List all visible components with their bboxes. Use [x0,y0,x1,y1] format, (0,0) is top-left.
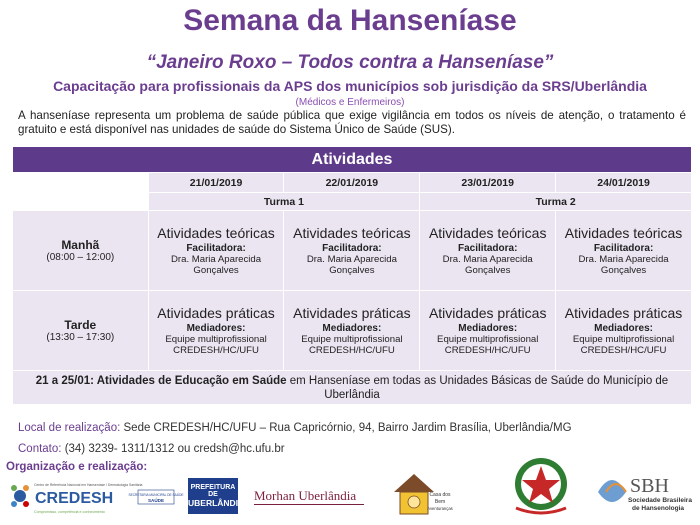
date-cell: 23/01/2019 [420,173,556,193]
activity-role: Facilitadora: [186,243,246,254]
schedule-footer [13,371,692,405]
campaign-subtitle: “Janeiro Roxo – Todos contra a Hanseníase” [146,52,554,73]
intro-paragraph: A hanseníase representa um problema de saúde pública que exige vigilância em todos os níveis de atenção, o tratamento é gratuito e está disponível nas unidades de saúde do Sistema Único de Saúde (SUS). [18,109,686,136]
corner-cell [13,173,149,193]
date-cell: 24/01/2019 [556,173,692,193]
svg-text:SAÚDE: SAÚDE [147,498,165,503]
contact-value: (34) 3239- 1311/1312 ou credsh@hc.ufu.br [64,443,285,455]
group-cell: Turma 1 [148,193,420,211]
activity-cell [284,291,420,371]
credesh-tag-text: Compromisso, competência e conhecimento [34,510,105,514]
activity-cell [556,291,692,371]
credesh-sub-text: Centro de Referência Nacional em Hanseníase / Dermatologia Sanitária [34,483,143,487]
activity-role: Facilitadora: [322,243,382,254]
period-morning [13,211,149,291]
activity-cell [420,211,556,291]
credesh-text: CREDESH [35,490,114,507]
activity-title: Atividades teóricas [564,225,683,241]
period-hours: (13:30 – 17:30) [46,332,115,343]
activity-cell [148,211,284,291]
morhan-logo [252,480,372,510]
activity-person: Equipe multiprofissional CREDESH/HC/UFU [165,334,267,356]
sbh-line2: de Hansenologia [632,505,685,512]
activity-title: Atividades práticas [428,305,547,321]
activity-person: Equipe multiprofissional CREDESH/HC/UFU [572,334,675,356]
activity-cell [284,211,420,291]
activity-title: Atividades teóricas [428,225,547,241]
training-description: Capacitação para profissionais da APS dos municípios sob jurisdição da SRS/Uberlândia [53,78,647,94]
activity-role: Mediadores: [186,323,246,334]
date-cell: 21/01/2019 [148,173,284,193]
corner-cell [13,193,149,211]
activity-cell [148,291,284,371]
period-hours: (08:00 – 12:00) [46,252,115,263]
activity-role: Facilitadora: [593,243,654,254]
casa-line3: Aventuranças [427,506,453,511]
period-afternoon [13,291,149,371]
activity-title: Atividades práticas [293,305,411,321]
prefeitura-line1: PREFEITURA DE [190,484,236,498]
location-value: Sede CREDESH/HC/UFU – Rua Capricórnio, 94, Bairro Jardim Brasília, Uberlândia/MG [123,422,572,434]
casa-line2: Bem [434,499,446,505]
casa-line1: Casa dos [429,492,451,498]
location-label: Local de realização: [18,422,121,434]
page-title: Semana da Hanseníase [183,4,517,37]
secretaria-logo [128,484,184,512]
contact-line [18,443,285,455]
activity-person: Dra. Maria Aparecida Gonçalves [170,254,262,276]
sbh-logo [592,462,694,518]
prefeitura-line2: UBERLÂNDIA [188,498,245,508]
schedule-header: Atividades [13,147,692,173]
activity-role: Facilitadora: [457,243,518,254]
sbh-text: SBH [630,475,669,497]
group-cell: Turma 2 [420,193,692,211]
footer-text: em Hanseníase em todas as Unidades Básicas de Saúde do Município de Uberlândia [286,374,669,401]
period-name: Tarde [64,318,97,332]
activity-role: Mediadores: [594,323,654,334]
activity-cell [420,291,556,371]
activity-title: Atividades teóricas [157,225,275,241]
coat-of-arms-logo [506,452,576,520]
casa-logo [390,466,460,520]
activity-role: Mediadores: [322,323,382,334]
morhan-text: Morhan Uberlândia [254,488,357,503]
activity-role: Mediadores: [458,323,518,334]
contact-label: Contato: [18,443,62,455]
activity-person: Dra. Maria Aparecida Gonçalves [442,254,533,276]
activity-person: Equipe multiprofissional CREDESH/HC/UFU [301,334,403,356]
schedule-table [12,146,692,405]
activity-title: Atividades práticas [564,305,683,321]
prefeitura-logo [188,478,245,514]
audience-note: (Médicos e Enfermeiros) [295,97,405,108]
activity-person: Dra. Maria Aparecida Gonçalves [578,254,669,276]
activity-title: Atividades teóricas [293,225,411,241]
activity-person: Equipe multiprofissional CREDESH/HC/UFU [437,334,539,356]
location-line [18,422,572,434]
activity-person: Dra. Maria Aparecida Gonçalves [306,254,397,276]
credesh-logo [8,476,143,520]
secretaria-text: SECRETARIA MUNICIPAL DE SAÚDE [128,493,184,497]
activity-title: Atividades práticas [157,305,275,321]
date-cell: 22/01/2019 [284,173,420,193]
organization-label: Organização e realização: [6,461,148,473]
activity-cell [556,211,692,291]
sbh-line1: Sociedade Brasileira [628,497,692,504]
period-name: Manhã [61,238,100,252]
footer-bold-text: 21 a 25/01: Atividades de Educação em Saúde [35,374,287,387]
